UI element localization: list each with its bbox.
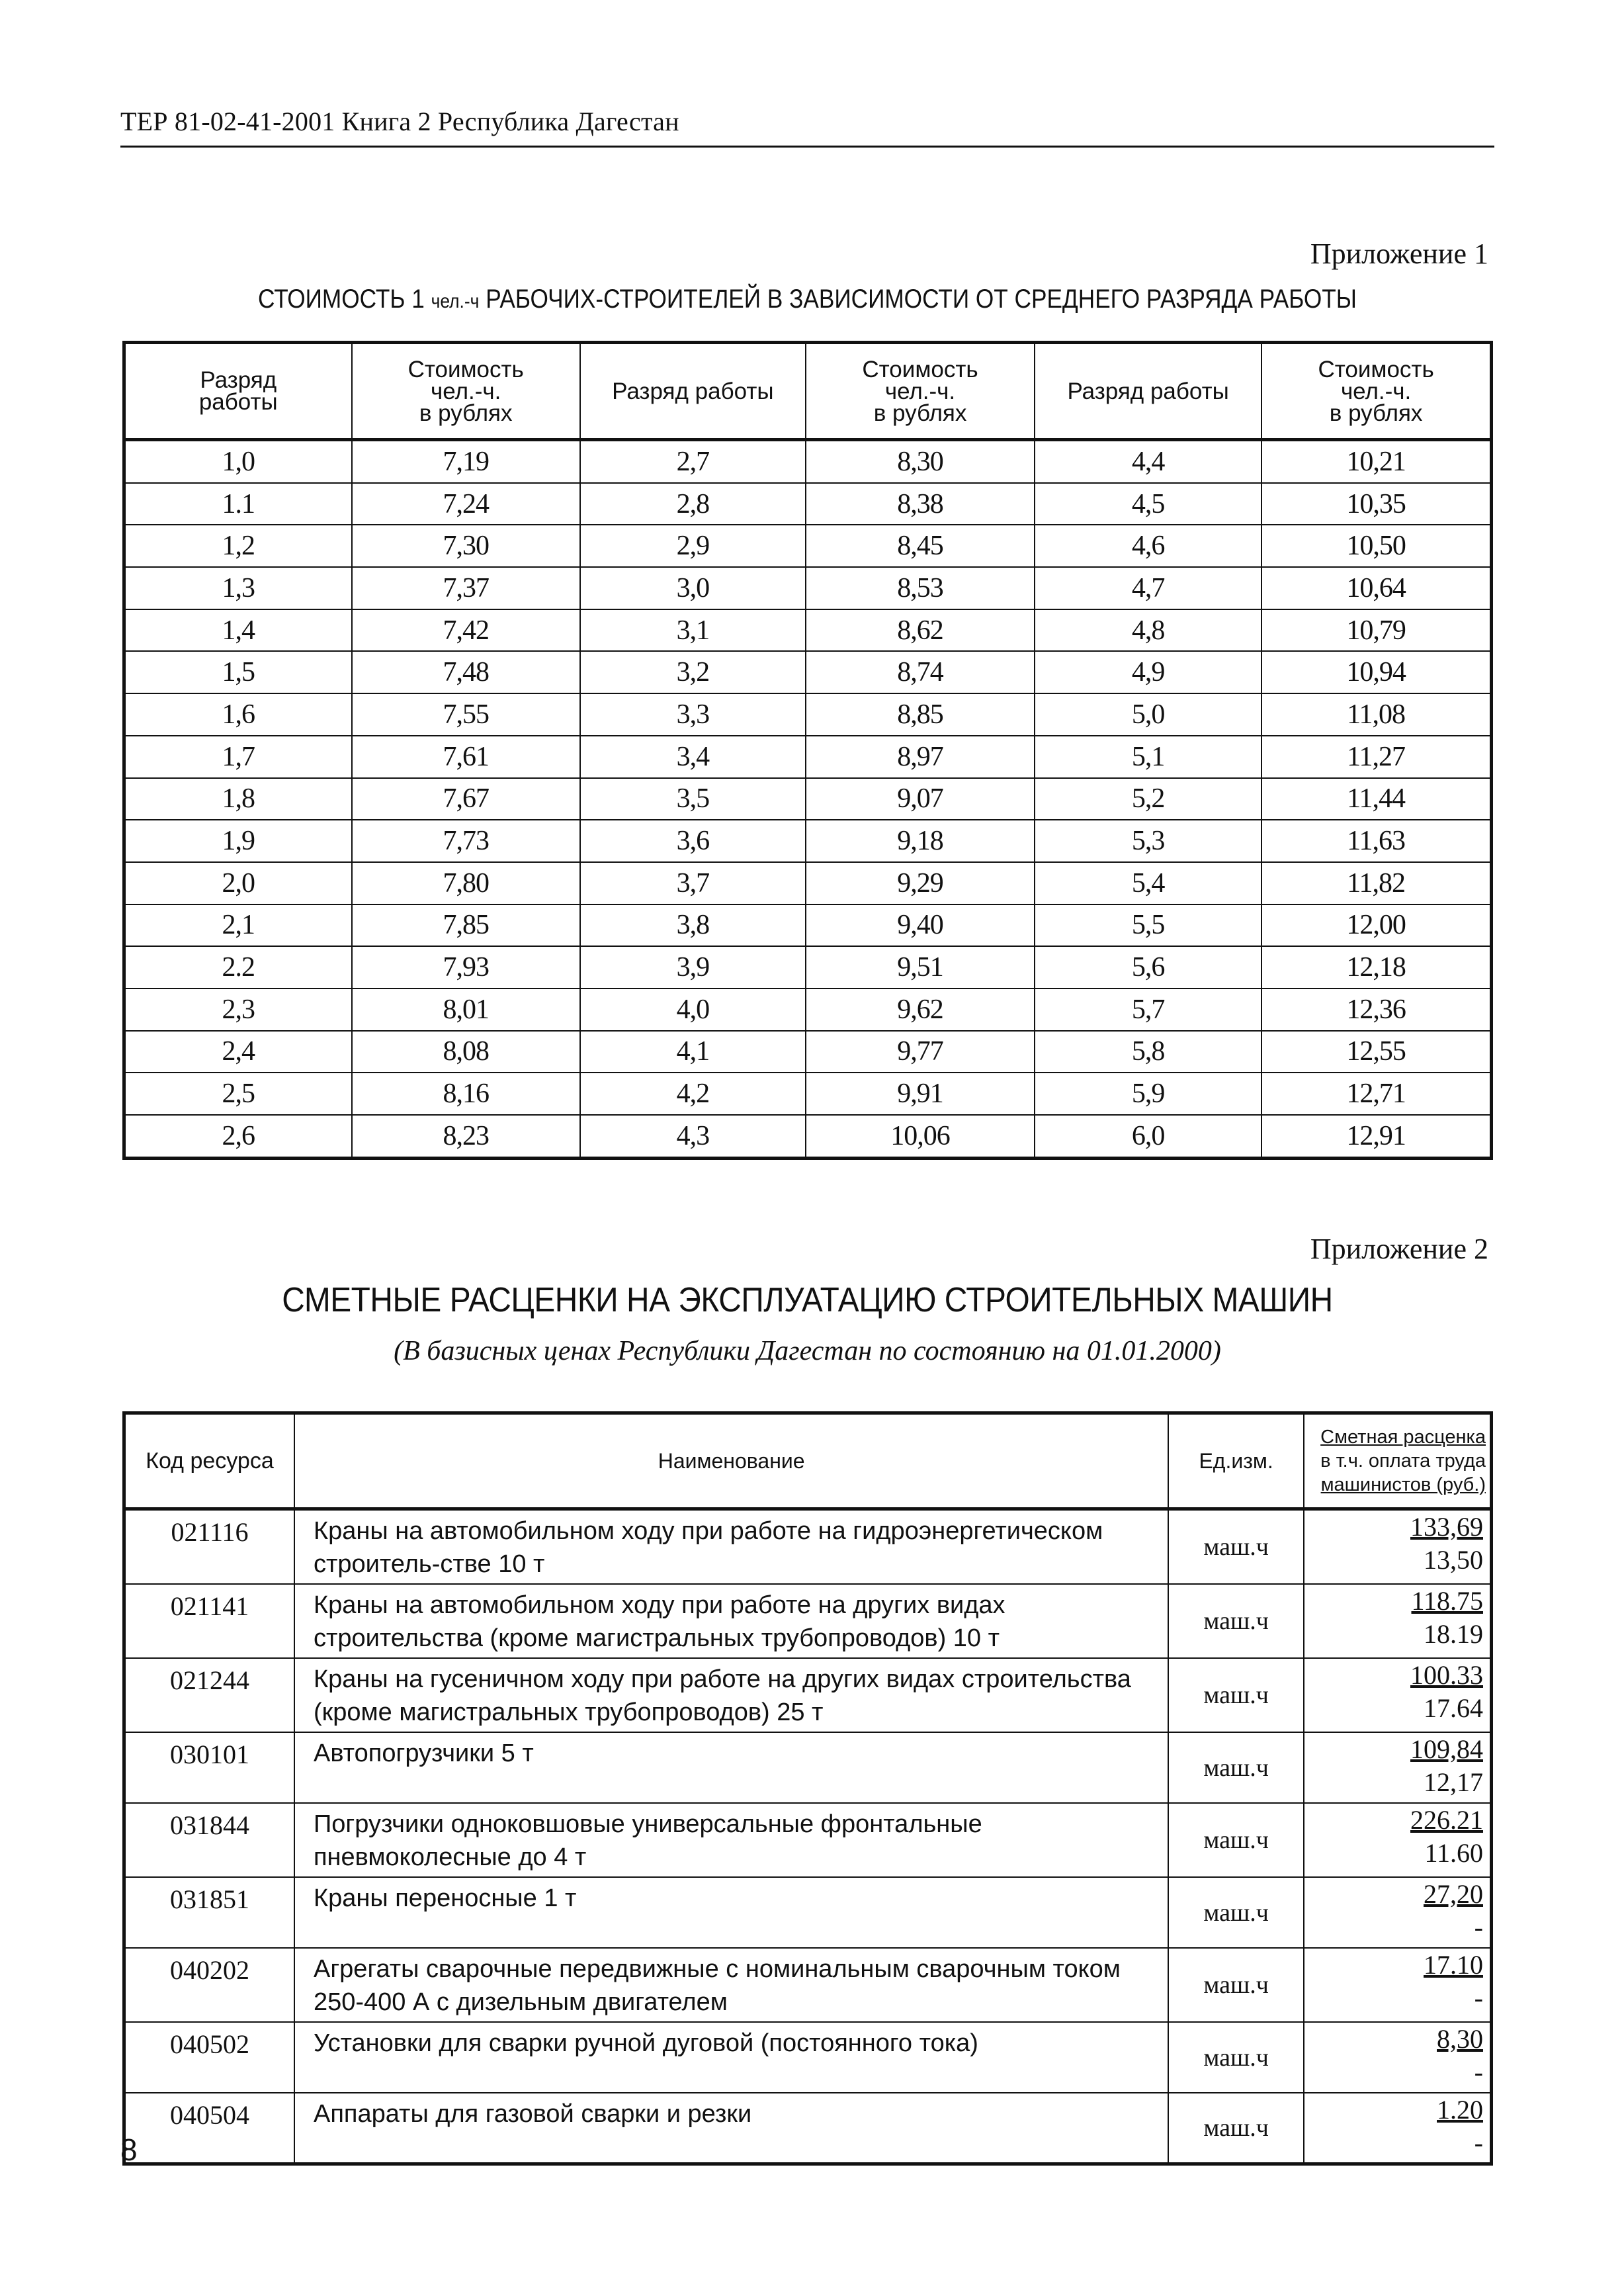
grade-cell: 4,1 (580, 1031, 806, 1073)
grade-cell: 2.2 (124, 946, 352, 989)
estimated-rate: 27,20 (1424, 1879, 1483, 1909)
resource-code: 040502 (124, 2022, 294, 2093)
cost-cell: 10,79 (1261, 609, 1491, 652)
cost-cell: 10,64 (1261, 567, 1491, 609)
resource-code: 040202 (124, 1948, 294, 2022)
table-header-row (124, 1413, 1492, 1509)
grade-cell: 5,2 (1035, 778, 1261, 820)
table-row (124, 483, 1492, 525)
grade-cell: 4,5 (1035, 483, 1261, 525)
cost-cell: 10,06 (806, 1115, 1035, 1158)
unit-of-measure: маш.ч (1168, 2022, 1304, 2093)
column-header-code: Код ресурса (124, 1413, 294, 1509)
resource-name: Погрузчики одноковшовые универсальные фронтальные пневмоколесные до 4 т (294, 1803, 1168, 1877)
cost-cell: 8,01 (352, 989, 580, 1031)
cost-cell: 8,53 (806, 567, 1035, 609)
cost-cell: 9,07 (806, 778, 1035, 820)
cost-cell: 8,16 (352, 1073, 580, 1115)
unit-of-measure: маш.ч (1168, 1584, 1304, 1658)
grade-cell: 3,7 (580, 862, 806, 904)
grade-cell: 2,8 (580, 483, 806, 525)
cost-cell: 7,61 (352, 736, 580, 778)
cost-cell: 7,24 (352, 483, 580, 525)
table-row (124, 1658, 1492, 1732)
resource-name: Автопогрузчики 5 т (294, 1732, 1168, 1803)
cost-cell: 7,55 (352, 693, 580, 736)
resource-code: 021116 (124, 1509, 294, 1585)
cost-cell: 7,80 (352, 862, 580, 904)
column-header-cost: Стоимость чел.-ч. в рублях (806, 343, 1035, 440)
grade-cell: 4,3 (580, 1115, 806, 1158)
operator-labor-cost: - (1474, 1912, 1483, 1942)
grade-cell: 5,1 (1035, 736, 1261, 778)
cost-cell: 8,74 (806, 651, 1035, 693)
operator-labor-cost: 18.19 (1424, 1619, 1483, 1649)
header-rule (120, 146, 1494, 148)
operator-labor-cost: 12,17 (1424, 1767, 1483, 1797)
grade-cell: 4,2 (580, 1073, 806, 1115)
grade-cell: 4,6 (1035, 525, 1261, 567)
grade-cell: 5,4 (1035, 862, 1261, 904)
appendix-1-label: Приложение 1 (1310, 238, 1488, 270)
grade-cell: 3,3 (580, 693, 806, 736)
rate-cell (1304, 1732, 1492, 1803)
unit-of-measure: маш.ч (1168, 1658, 1304, 1732)
estimated-rate: 226.21 (1410, 1805, 1483, 1835)
column-header-grade: Разряд работы (580, 343, 806, 440)
cost-cell: 7,30 (352, 525, 580, 567)
grade-cell: 1.1 (124, 483, 352, 525)
cost-cell: 11,27 (1261, 736, 1491, 778)
unit-of-measure: маш.ч (1168, 1803, 1304, 1877)
table-row (124, 820, 1492, 862)
table-row (124, 1115, 1492, 1158)
cost-cell: 7,73 (352, 820, 580, 862)
cost-cell: 10,94 (1261, 651, 1491, 693)
grade-cell: 3,2 (580, 651, 806, 693)
operator-labor-cost: - (1474, 1983, 1483, 2013)
appendix-2-label: Приложение 2 (1310, 1233, 1488, 1265)
machine-rates-table (122, 1411, 1493, 2166)
rate-cell (1304, 1509, 1492, 1585)
column-header-grade: Разряд работы (1035, 343, 1261, 440)
grade-cell: 4,8 (1035, 609, 1261, 652)
resource-code: 031844 (124, 1803, 294, 1877)
table-row (124, 1732, 1492, 1803)
estimated-rate: 109,84 (1410, 1734, 1483, 1764)
table-row (124, 1877, 1492, 1948)
rate-cell (1304, 1948, 1492, 2022)
resource-name: Аппараты для газовой сварки и резки (294, 2093, 1168, 2164)
table-row (124, 440, 1492, 483)
operator-labor-cost: 13,50 (1424, 1545, 1483, 1575)
unit-of-measure: маш.ч (1168, 2093, 1304, 2164)
cost-cell: 7,37 (352, 567, 580, 609)
cost-cell: 11,82 (1261, 862, 1491, 904)
table-row (124, 989, 1492, 1031)
grade-cell: 5,9 (1035, 1073, 1261, 1115)
resource-name: Краны переносные 1 т (294, 1877, 1168, 1948)
resource-name: Краны на автомобильном ходу при работе на гидроэнергетическом строитель-стве 10 т (294, 1509, 1168, 1585)
page-number: 8 (120, 2133, 138, 2167)
grade-cell: 3,4 (580, 736, 806, 778)
cost-cell: 7,42 (352, 609, 580, 652)
grade-cell: 2,1 (124, 904, 352, 947)
column-header-unit: Ед.изм. (1168, 1413, 1304, 1509)
grade-cell: 2,7 (580, 440, 806, 483)
resource-code: 021244 (124, 1658, 294, 1732)
grade-cell: 2,6 (124, 1115, 352, 1158)
operator-labor-cost: 17.64 (1424, 1693, 1483, 1723)
table-row (124, 609, 1492, 652)
column-header-cost: Стоимость чел.-ч. в рублях (352, 343, 580, 440)
cost-cell: 9,29 (806, 862, 1035, 904)
rate-cell (1304, 1658, 1492, 1732)
grade-cell: 5,6 (1035, 946, 1261, 989)
rate-cell (1304, 1803, 1492, 1877)
cost-cell: 9,18 (806, 820, 1035, 862)
cost-cell: 12,36 (1261, 989, 1491, 1031)
table-row (124, 2022, 1492, 2093)
operator-labor-cost: 11.60 (1424, 1838, 1483, 1868)
cost-cell: 8,30 (806, 440, 1035, 483)
grade-cell: 3,6 (580, 820, 806, 862)
table-row (124, 736, 1492, 778)
resource-name: Краны на автомобильном ходу при работе на других видах строительства (кроме магистральных трубопроводов) 10 т (294, 1584, 1168, 1658)
cost-cell: 8,23 (352, 1115, 580, 1158)
resource-code: 030101 (124, 1732, 294, 1803)
table-row (124, 778, 1492, 820)
resource-code: 031851 (124, 1877, 294, 1948)
resource-code: 040504 (124, 2093, 294, 2164)
cost-cell: 11,63 (1261, 820, 1491, 862)
cost-cell: 8,45 (806, 525, 1035, 567)
grade-cell: 4,4 (1035, 440, 1261, 483)
table-row (124, 862, 1492, 904)
table-row (124, 567, 1492, 609)
grade-cell: 1,5 (124, 651, 352, 693)
grade-cell: 4,9 (1035, 651, 1261, 693)
grade-cell: 1,9 (124, 820, 352, 862)
grade-cell: 1,3 (124, 567, 352, 609)
grade-cell: 3,9 (580, 946, 806, 989)
cost-cell: 7,93 (352, 946, 580, 989)
grade-cell: 2,5 (124, 1073, 352, 1115)
table-row (124, 1948, 1492, 2022)
grade-cell: 5,5 (1035, 904, 1261, 947)
cost-cell: 12,91 (1261, 1115, 1491, 1158)
grade-cell: 3,8 (580, 904, 806, 947)
table-row (124, 651, 1492, 693)
cost-cell: 9,91 (806, 1073, 1035, 1115)
cost-cell: 10,21 (1261, 440, 1491, 483)
cost-cell: 9,40 (806, 904, 1035, 947)
grade-cell: 1,6 (124, 693, 352, 736)
grade-cell: 3,5 (580, 778, 806, 820)
estimated-rate: 1.20 (1437, 2095, 1483, 2125)
appendix-2-subtitle: (В базисных ценах Республики Дагестан по состоянию на 01.01.2000) (394, 1336, 1221, 1366)
appendix-2-title: СМЕТНЫЕ РАСЦЕНКИ НА ЭКСПЛУАТАЦИЮ СТРОИТЕЛЬНЫХ МАШИН (282, 1281, 1333, 1319)
cost-cell: 11,08 (1261, 693, 1491, 736)
grade-cell: 4,7 (1035, 567, 1261, 609)
estimated-rate: 100.33 (1410, 1660, 1483, 1690)
resource-name: Краны на гусеничном ходу при работе на других видах строительства (кроме магистральных трубопроводов) 25 т (294, 1658, 1168, 1732)
cost-cell: 7,19 (352, 440, 580, 483)
resource-code: 021141 (124, 1584, 294, 1658)
unit-of-measure: маш.ч (1168, 1877, 1304, 1948)
grade-cell: 1,7 (124, 736, 352, 778)
unit-of-measure: маш.ч (1168, 1732, 1304, 1803)
cost-cell: 10,50 (1261, 525, 1491, 567)
grade-cell: 1,4 (124, 609, 352, 652)
cost-cell: 12,71 (1261, 1073, 1491, 1115)
estimated-rate: 118.75 (1411, 1586, 1483, 1616)
cost-cell: 7,48 (352, 651, 580, 693)
cost-cell: 10,35 (1261, 483, 1491, 525)
column-header-grade: Разряд работы (124, 343, 352, 440)
column-header-rate: Сметная расценка в т.ч. оплата труда машинистов (руб.) (1304, 1413, 1492, 1509)
rate-cell (1304, 1584, 1492, 1658)
cost-cell: 12,55 (1261, 1031, 1491, 1073)
grade-cell: 3,0 (580, 567, 806, 609)
cost-cell: 9,51 (806, 946, 1035, 989)
cost-cell: 11,44 (1261, 778, 1491, 820)
table-header-row (124, 343, 1492, 440)
labor-cost-table (122, 341, 1493, 1160)
grade-cell: 1,2 (124, 525, 352, 567)
resource-name: Установки для сварки ручной дуговой (постоянного тока) (294, 2022, 1168, 2093)
table-row (124, 946, 1492, 989)
table-row (124, 1073, 1492, 1115)
grade-cell: 2,3 (124, 989, 352, 1031)
table-row (124, 904, 1492, 947)
grade-cell: 5,7 (1035, 989, 1261, 1031)
cost-cell: 8,85 (806, 693, 1035, 736)
cost-cell: 7,67 (352, 778, 580, 820)
operator-labor-cost: - (1474, 2128, 1483, 2158)
grade-cell: 5,8 (1035, 1031, 1261, 1073)
table-row (124, 525, 1492, 567)
cost-cell: 9,77 (806, 1031, 1035, 1073)
column-header-name: Наименование (294, 1413, 1168, 1509)
estimated-rate: 133,69 (1410, 1512, 1483, 1542)
page-header: ТЕР 81-02-41-2001 Книга 2 Республика Дагестан (120, 107, 679, 136)
cost-cell: 7,85 (352, 904, 580, 947)
appendix-1-title: СТОИМОСТЬ 1 чел.-ч РАБОЧИХ-СТРОИТЕЛЕЙ В ЗАВИСИМОСТИ ОТ СРЕДНЕГО РАЗРЯДА РАБОТЫ (258, 285, 1357, 314)
table-row (124, 1803, 1492, 1877)
cost-cell: 8,38 (806, 483, 1035, 525)
grade-cell: 5,3 (1035, 820, 1261, 862)
cost-cell: 8,62 (806, 609, 1035, 652)
cost-cell: 9,62 (806, 989, 1035, 1031)
operator-labor-cost: - (1474, 2057, 1483, 2087)
unit-of-measure: маш.ч (1168, 1948, 1304, 2022)
resource-name: Агрегаты сварочные передвижные с номинальным сварочным током 250-400 А с дизельным двигателем (294, 1948, 1168, 2022)
grade-cell: 3,1 (580, 609, 806, 652)
grade-cell: 4,0 (580, 989, 806, 1031)
cost-cell: 12,18 (1261, 946, 1491, 989)
rate-cell (1304, 1877, 1492, 1948)
estimated-rate: 17.10 (1424, 1950, 1483, 1980)
unit-of-measure: маш.ч (1168, 1509, 1304, 1585)
rate-cell (1304, 2022, 1492, 2093)
table-row (124, 1509, 1492, 1585)
column-header-cost: Стоимость чел.-ч. в рублях (1261, 343, 1491, 440)
grade-cell: 2,4 (124, 1031, 352, 1073)
grade-cell: 1,8 (124, 778, 352, 820)
grade-cell: 6,0 (1035, 1115, 1261, 1158)
grade-cell: 5,0 (1035, 693, 1261, 736)
table-row (124, 2093, 1492, 2164)
grade-cell: 2,9 (580, 525, 806, 567)
cost-cell: 8,08 (352, 1031, 580, 1073)
estimated-rate: 8,30 (1437, 2024, 1483, 2054)
cost-cell: 8,97 (806, 736, 1035, 778)
grade-cell: 2,0 (124, 862, 352, 904)
table-row (124, 1031, 1492, 1073)
rate-cell (1304, 2093, 1492, 2164)
grade-cell: 1,0 (124, 440, 352, 483)
table-row (124, 1584, 1492, 1658)
cost-cell: 12,00 (1261, 904, 1491, 947)
table-row (124, 693, 1492, 736)
